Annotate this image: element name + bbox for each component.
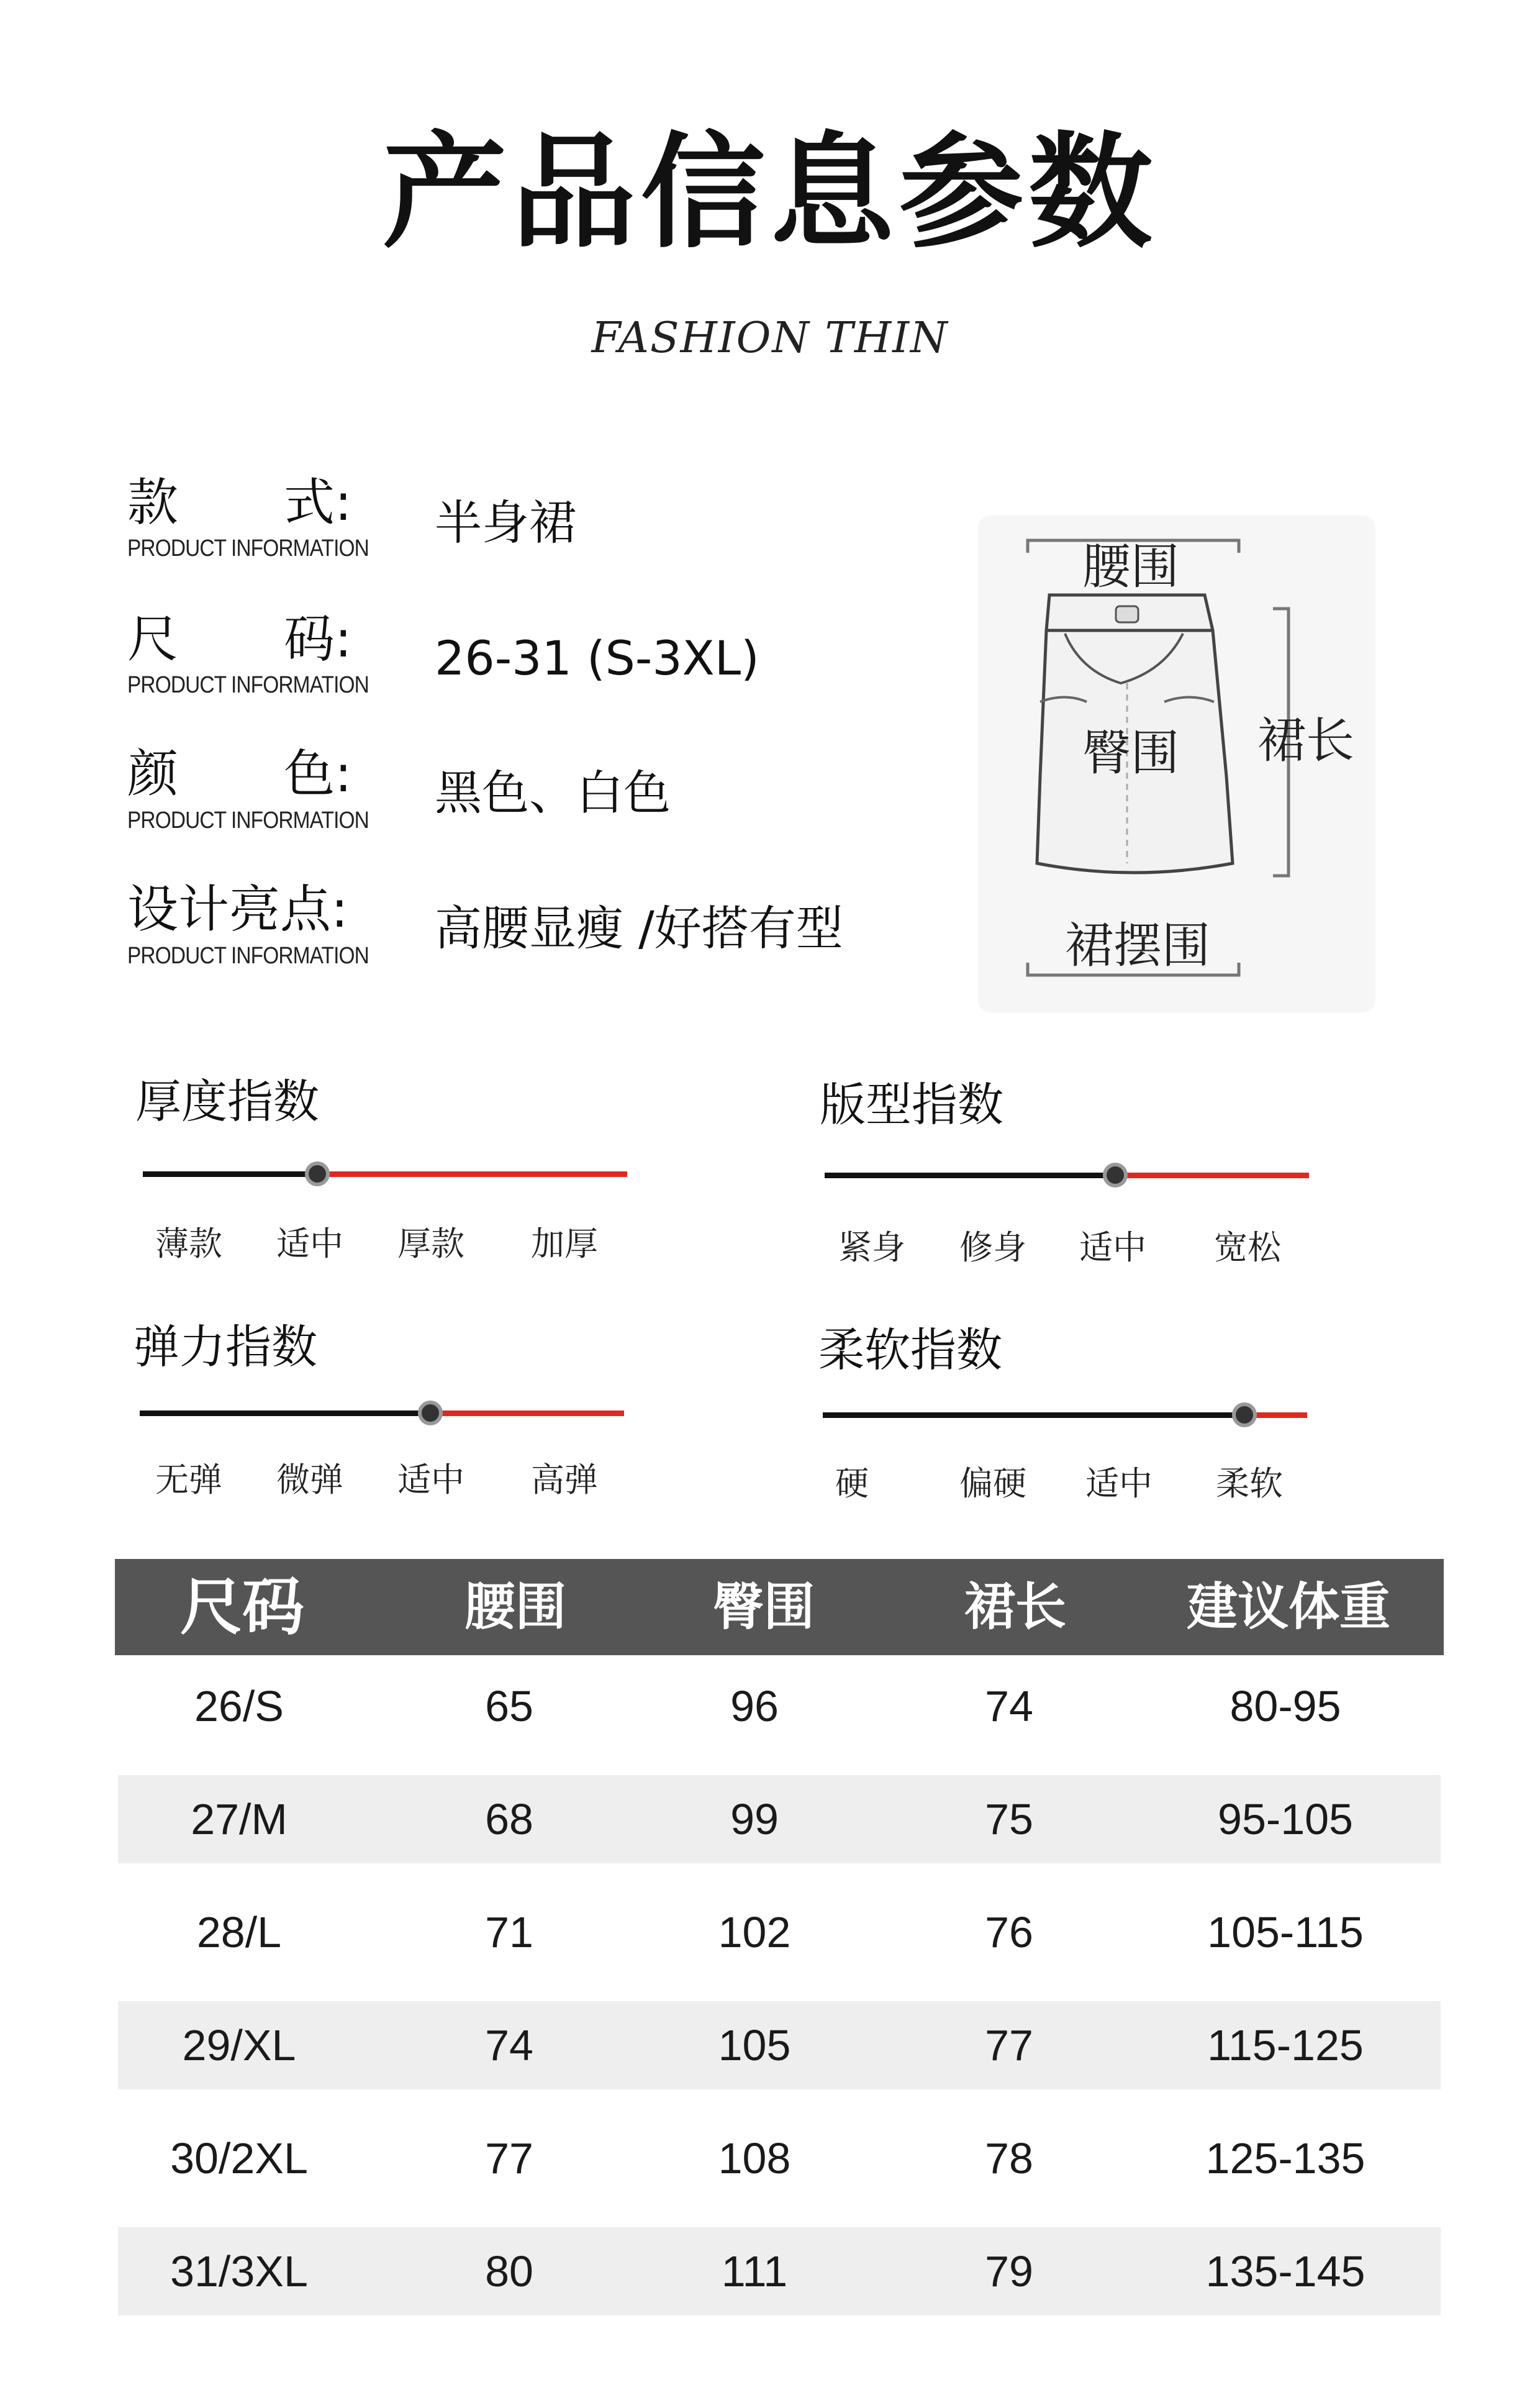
- diagram-label-hip: 臀围: [1082, 725, 1180, 781]
- index-option-thickness-2: 厚款: [397, 1224, 464, 1263]
- table-row: [118, 2114, 1441, 2202]
- index-title-fit: 版型指数: [820, 1078, 1003, 1132]
- info-label-color-b: 色:: [284, 745, 352, 804]
- index-option-fit-0: 紧身: [838, 1228, 905, 1267]
- index-option-softness-3: 柔软: [1216, 1464, 1283, 1503]
- cell-hip: 99: [730, 1795, 779, 1843]
- cell-hip: 96: [730, 1682, 779, 1730]
- index-option-thickness-1: 适中: [276, 1224, 343, 1263]
- table-row: [118, 1775, 1441, 1863]
- info-label-size-b: 码:: [284, 610, 352, 669]
- index-option-elasticity-0: 无弹: [155, 1460, 222, 1499]
- index-knob-softness: [1232, 1402, 1257, 1427]
- info-sub-color: PRODUCT INFORMATION: [127, 807, 369, 834]
- cell-weight: 135-145: [1205, 2247, 1366, 2296]
- cell-weight: 105-115: [1207, 1908, 1364, 1956]
- index-option-fit-3: 宽松: [1214, 1228, 1281, 1267]
- diagram-label-waist: 腰围: [1082, 539, 1180, 595]
- index-track-fit-right: [1115, 1173, 1309, 1178]
- page-subtitle: FASHION THIN: [591, 314, 949, 363]
- table-header-hip: 臀围: [712, 1577, 815, 1637]
- table-header-size: 尺码: [180, 1570, 304, 1643]
- info-sub-highlight: PRODUCT INFORMATION: [127, 943, 369, 969]
- cell-size: 26/S: [194, 1682, 284, 1730]
- info-label-style: [127, 475, 352, 531]
- info-sub-style: PRODUCT INFORMATION: [127, 535, 369, 561]
- index-track-thickness-right: [317, 1171, 627, 1177]
- cell-size: 29/XL: [182, 2021, 296, 2069]
- cell-length: 75: [985, 1795, 1033, 1843]
- cell-length: 77: [985, 2021, 1033, 2069]
- info-label-color: [127, 747, 352, 802]
- index-option-fit-2: 适中: [1079, 1228, 1146, 1267]
- index-knob-fit: [1103, 1163, 1128, 1188]
- info-label-color-a: 颜: [127, 745, 179, 804]
- index-option-thickness-0: 薄款: [155, 1224, 222, 1263]
- index-option-softness-2: 适中: [1085, 1464, 1153, 1503]
- cell-size: 31/3XL: [170, 2247, 308, 2296]
- cell-length: 74: [985, 1682, 1033, 1730]
- cell-waist: 74: [485, 2021, 533, 2069]
- cell-hip: 102: [718, 1908, 791, 1956]
- cell-hip: 111: [721, 2247, 788, 2296]
- cell-size: 30/2XL: [170, 2134, 308, 2183]
- diagram-label-hem: 裙摆围: [1065, 918, 1211, 974]
- index-track-elasticity: [140, 1401, 624, 1425]
- cell-length: 76: [985, 1908, 1033, 1956]
- info-label-size: [127, 612, 352, 668]
- index-option-softness-1: 偏硬: [959, 1464, 1026, 1503]
- index-title-thickness: 厚度指数: [135, 1075, 319, 1129]
- table-row: [118, 2227, 1441, 2315]
- table-row: [118, 1662, 1441, 1750]
- index-option-softness-0: 硬: [835, 1464, 869, 1503]
- table-header-weight: 建议体重: [1186, 1577, 1390, 1637]
- table-header-length: 裙长: [964, 1577, 1066, 1637]
- cell-length: 79: [985, 2247, 1033, 2296]
- index-track-thickness: [143, 1161, 627, 1186]
- cell-size: 27/M: [191, 1795, 288, 1843]
- size-table-header: [115, 1559, 1444, 1655]
- info-label-size-a: 尺: [127, 610, 179, 669]
- cell-waist: 65: [485, 1682, 533, 1730]
- cell-weight: 80-95: [1230, 1682, 1341, 1730]
- skirt-button: [1116, 606, 1138, 622]
- info-value-highlight: 高腰显瘦 /好搭有型: [435, 901, 843, 956]
- skirt-diagram: [978, 516, 1375, 1012]
- index-track-thickness-left: [143, 1171, 317, 1177]
- info-label-highlight: 设计亮点:: [127, 880, 348, 939]
- cell-weight: 125-135: [1205, 2134, 1366, 2183]
- index-option-elasticity-3: 高弹: [531, 1460, 598, 1499]
- diagram-label-length: 裙长: [1257, 713, 1355, 769]
- index-track-softness: [823, 1402, 1307, 1427]
- index-option-elasticity-1: 微弹: [276, 1460, 343, 1499]
- cell-waist: 77: [485, 2134, 533, 2183]
- info-value-color: 黑色、白色: [435, 765, 671, 820]
- info-label-style-a: 款: [127, 473, 179, 532]
- cell-hip: 105: [718, 2021, 791, 2069]
- cell-size: 28/L: [196, 1908, 282, 1956]
- info-sub-size: PRODUCT INFORMATION: [127, 672, 369, 698]
- index-option-thickness-3: 加厚: [531, 1224, 598, 1263]
- cell-length: 78: [985, 2134, 1033, 2183]
- cell-waist: 71: [485, 1908, 533, 1956]
- info-value-style: 半身裙: [435, 495, 576, 550]
- cell-hip: 108: [718, 2134, 791, 2183]
- table-row: [118, 1888, 1441, 1976]
- table-header-waist: 腰围: [464, 1577, 566, 1637]
- page-title: 产品信息参数: [382, 119, 1157, 265]
- info-value-size: 26-31 (S-3XL): [435, 630, 759, 686]
- index-knob-elasticity: [418, 1401, 443, 1425]
- index-option-elasticity-2: 适中: [397, 1460, 464, 1499]
- index-title-elasticity: 弹力指数: [134, 1320, 317, 1374]
- info-label-style-b: 式:: [284, 473, 352, 532]
- index-track-softness-left: [823, 1412, 1244, 1418]
- index-track-fit: [825, 1163, 1309, 1188]
- cell-weight: 95-105: [1218, 1795, 1353, 1843]
- cell-waist: 80: [485, 2247, 533, 2296]
- index-track-elasticity-left: [140, 1411, 430, 1416]
- index-track-elasticity-right: [430, 1411, 624, 1416]
- cell-weight: 115-125: [1207, 2021, 1364, 2069]
- index-title-softness: 柔软指数: [818, 1324, 1002, 1377]
- index-track-fit-left: [825, 1173, 1115, 1178]
- index-option-fit-1: 修身: [959, 1228, 1026, 1267]
- table-row: [118, 2001, 1441, 2089]
- cell-waist: 68: [485, 1795, 533, 1843]
- index-knob-thickness: [305, 1161, 330, 1186]
